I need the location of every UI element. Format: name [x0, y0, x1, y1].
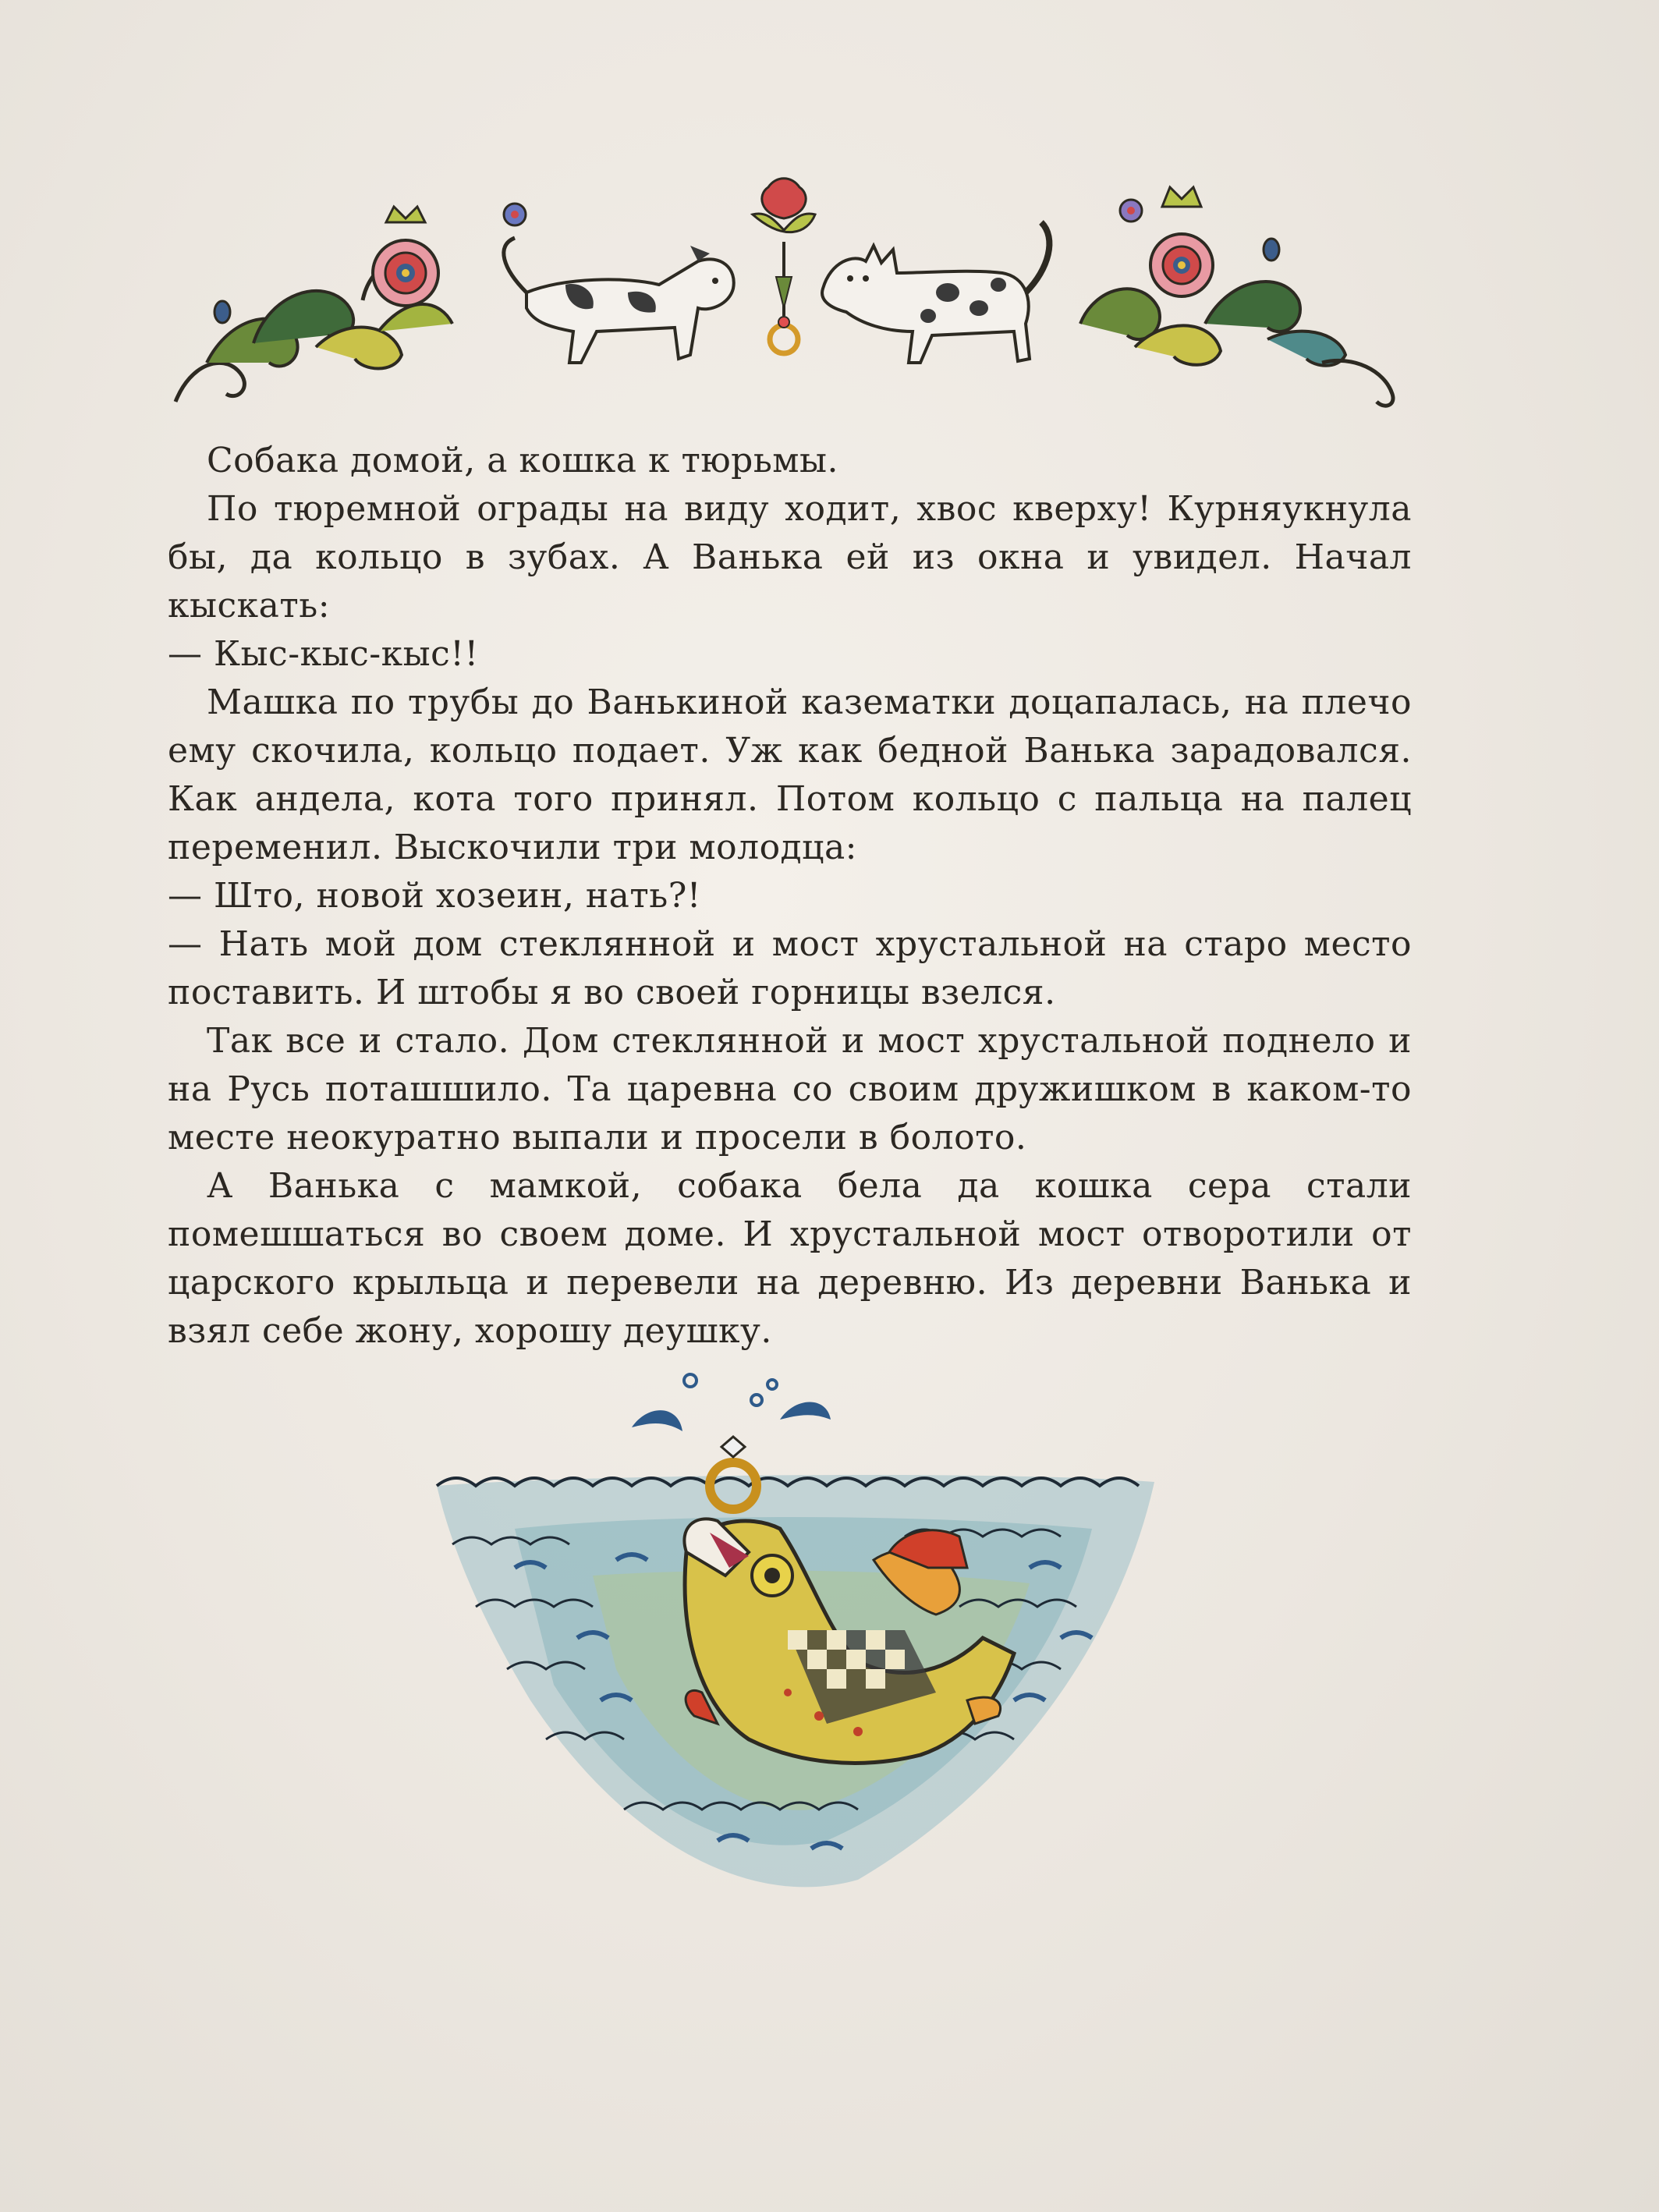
dialogue-line: — Кыс-кыс-кыс!!: [168, 634, 479, 674]
story-paragraph: Так все и стало. Дом стеклянной и мост хрустальной поднело и на Русь поташшило. Та царевна со своим дружишком в каком-то месте неокуратно выпали и просели в болото.: [168, 1021, 1412, 1157]
dog-illustration: [504, 238, 734, 363]
water-splash: [632, 1374, 831, 1431]
cat-illustration: [822, 222, 1049, 363]
story-paragraph: А Ванька с мамкой, собака бела да кошка сера стали помешшаться во своем доме. И хрустальной мост отворотили от царского крыльца и перевели на деревню. Из деревни Ванька и взял себе жону, хорошу деушку.: [168, 1166, 1412, 1351]
story-text: [168, 437, 1412, 1356]
story-paragraph: Машка по трубы до Ванькиной казематки доцапалась, на плечо ему скочила, кольцо подает. Уж как бедной Ванька зарадовался. Как андела, кота того принял. Потом кольцо с пальца на палец переменил. Выскочили три молодца:: [168, 682, 1412, 867]
right-flower-ornament: [1120, 187, 1213, 296]
folk-ornament-header: [160, 175, 1408, 425]
fish-with-ring-illustration: [421, 1373, 1170, 1903]
center-ornament-ring: [753, 179, 815, 353]
dialogue-line: — Што, новой хозеин, нать?!: [168, 876, 701, 916]
right-scroll-ornament: [1080, 239, 1393, 406]
story-paragraph: По тюремной ограды на виду ходит, хвос кверху! Курняукнула бы, да кольцо в зубах. А Ванька ей из окна и увидел. Начал кыскать:: [168, 489, 1412, 626]
story-paragraph: Собака домой, а кошка к тюрьмы.: [207, 441, 839, 480]
dialogue-line: — Нать мой дом стеклянной и мост хрустальной на старо место поставить. И штобы я во своей горницы взелся.: [168, 924, 1412, 1012]
